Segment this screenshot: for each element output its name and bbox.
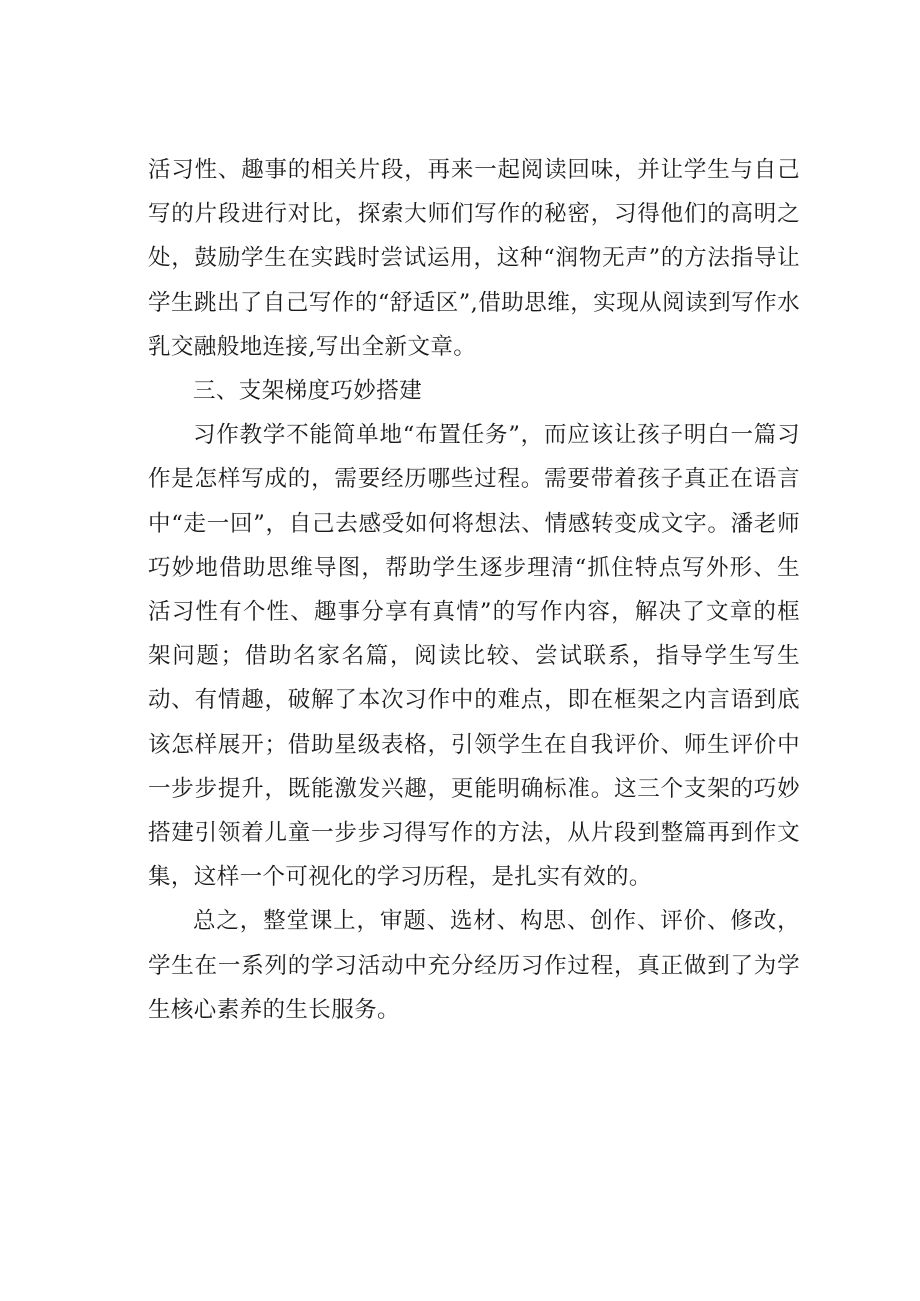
document-page <box>148 148 800 1032</box>
section-heading: 三、支架梯度巧妙搭建 <box>193 378 423 405</box>
paragraph-scaffold: 习作教学不能简单地“布置任务”，而应该让孩子明白一篇习作是怎样写成的，需要经历哪些过程。需要带着孩子真正在语言中“走一回”，自己去感受如何将想法、情感转变成文字。潘老师巧妙地借助思维导图，帮助学生逐步理清“抓住特点写外形、生活习性有个性、趣事分享有真情”的写作内容，解决了文章的框架问题；借助名家名篇，阅读比较、尝试联系，指导学生写生动、有情趣，破解了本次习作中的难点，即在框架之内言语到底该怎样展开；借助星级表格，引领学生在自我评价、师生评价中一步步提升，既能激发兴趣，更能明确标准。这三个支架的巧妙搭建引领着儿童一步步习得写作的方法，从片段到整篇再到作文集，这样一个可视化的学习历程，是扎实有效的。 <box>148 422 800 891</box>
paragraph-continuation: 活习性、趣事的相关片段，再来一起阅读回味，并让学生与自己写的片段进行对比，探索大师们写作的秘密，习得他们的高明之处，鼓励学生在实践时尝试运用，这种“润物无声”的方法指导让学生跳出了自己写作的“舒适区”,借助思维，实现从阅读到写作水乳交融般地连接,写出全新文章。 <box>148 157 800 360</box>
paragraph-conclusion: 总之，整堂课上，审题、选材、构思、创作、评价、修改，学生在一系列的学习活动中充分经历习作过程，真正做到了为学生核心素养的生长服务。 <box>148 908 800 1023</box>
